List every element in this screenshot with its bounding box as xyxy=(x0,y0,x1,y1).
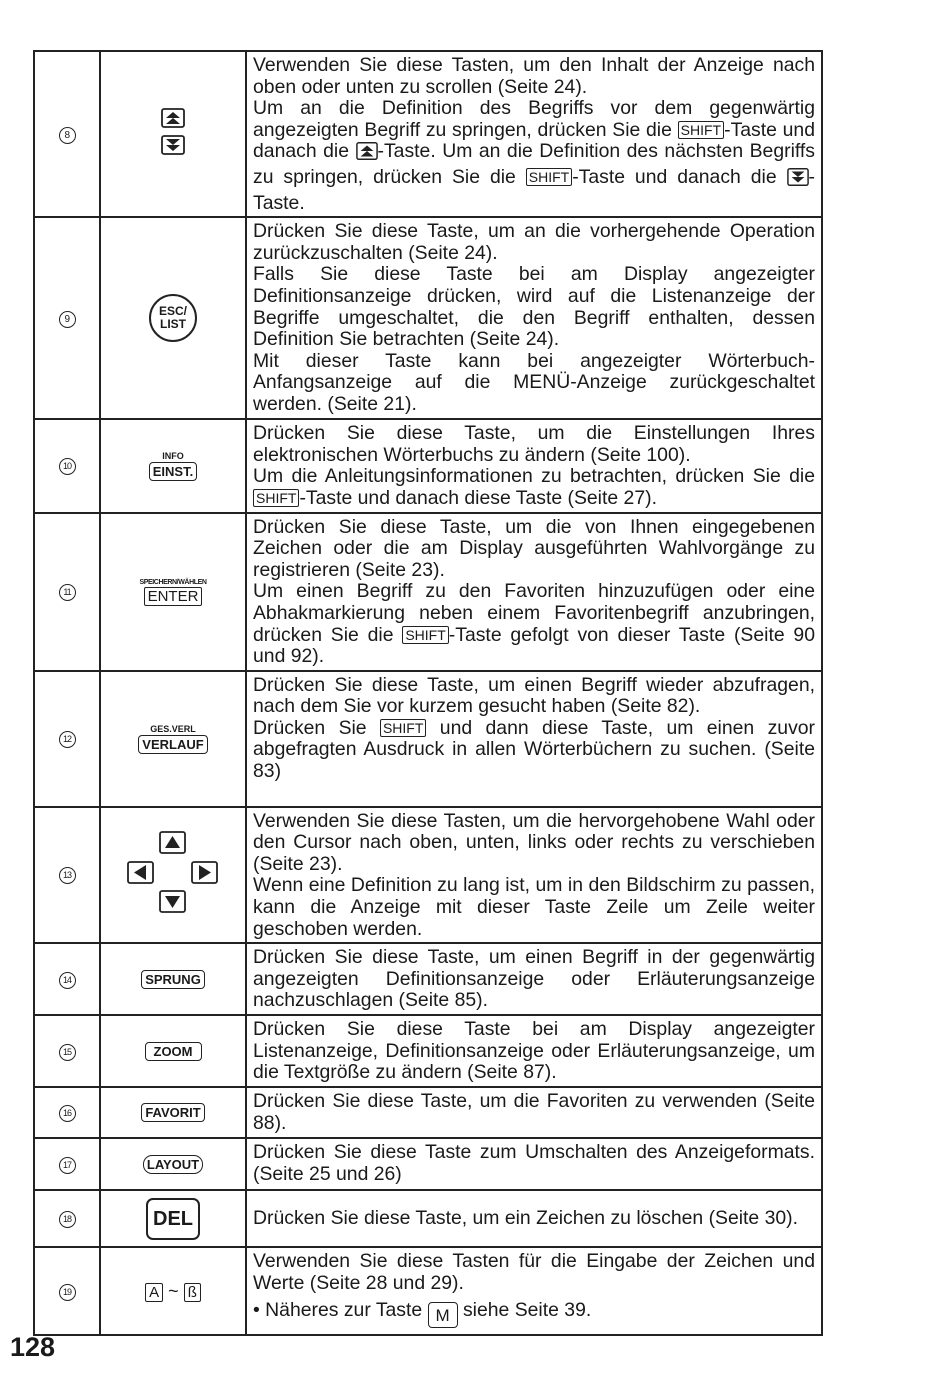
table-row xyxy=(34,51,822,217)
key-secondary-label: INFO xyxy=(162,450,184,461)
description-text: Drücken Sie diese Taste zum Umschalten des Anzeigeformats. (Seite 25 und 26) xyxy=(253,1141,815,1185)
row-number: 18 xyxy=(59,1211,76,1228)
description-text: Drücken Sie diese Taste, um die Favoriten zu verwenden (Seite 88). xyxy=(253,1090,815,1134)
shift-key-icon: SHIFT xyxy=(253,489,299,507)
row-number: 14 xyxy=(59,972,76,989)
arrow-down-icon xyxy=(159,890,186,913)
einst-key-icon: EINST. xyxy=(149,462,197,481)
letter-range: A ~ ß xyxy=(145,1281,201,1301)
key-description-table xyxy=(33,50,823,1336)
table-row xyxy=(34,807,822,944)
favorit-key-icon: FAVORIT xyxy=(141,1103,204,1122)
description-text: -Taste. xyxy=(253,165,816,214)
page-up-icon xyxy=(161,108,185,133)
cursor-keys xyxy=(127,831,219,913)
table-row xyxy=(34,671,822,807)
esc-list-key-icon: ESC/ LIST xyxy=(149,294,197,342)
row-number: 19 xyxy=(59,1284,76,1301)
page-number: 128 xyxy=(10,1332,56,1362)
description-text: Falls Sie diese Taste bei am Display angezeigter Definitionsanzeige drücken, wird auf die Listenanzeige der Begriffe umgeschaltet, die den Begriff enthalten, dessen Definition Sie betrachten (Seite 24). xyxy=(253,263,815,351)
table-row xyxy=(34,217,822,419)
page-up-icon xyxy=(356,141,378,167)
description-text: Drücken Sie diese Taste, um die von Ihnen eingegebenen Zeichen oder die am Display ausgeführten Wahlvorgänge zu registrieren (Seite 23). xyxy=(253,515,815,581)
table-row xyxy=(34,1087,822,1138)
shift-key-icon: SHIFT xyxy=(380,719,426,737)
description-text: Um die Anleitungsinformationen zu betrachten, drücken Sie die xyxy=(253,465,815,488)
key-secondary-label: GES.VERL xyxy=(150,723,196,734)
description-text: -Taste. Um an die Definition des nächsten Begriffs zu springen, drücken Sie die xyxy=(253,140,815,188)
table-row xyxy=(34,1247,822,1335)
description-text: Um an die Definition des Begriffs vor dem gegenwärtig angezeigten Begriff zu springen, drücken Sie die xyxy=(253,97,815,141)
description-text: Drücken Sie diese Taste, um einen Begriff in der gegenwärtig angezeigten Definitionsanzeige oder Erläuterungsanzeige nachzuschlagen (Seite 85). xyxy=(253,946,815,1012)
table-row xyxy=(34,1015,822,1087)
description-text: Drücken Sie diese Taste bei am Display angezeigter Listenanzeige, Definitionsanzeige oder Erläuterungsanzeige, um die Textgröße zu ändern (Seite 87). xyxy=(253,1018,815,1084)
shift-key-icon: SHIFT xyxy=(402,626,448,644)
arrow-right-icon xyxy=(191,861,218,884)
description-text: Verwenden Sie diese Tasten, um den Inhalt der Anzeige nach oben oder unten zu scrollen (Seite 24). xyxy=(253,54,815,98)
description-text: Drücken Sie diese Taste, um ein Zeichen zu löschen (Seite 30). xyxy=(253,1207,799,1230)
description-text: Drücken Sie diese Taste, um an die vorhergehende Operation zurückzuschalten (Seite 24). xyxy=(253,220,815,264)
page-down-icon xyxy=(787,167,809,193)
description-text: Drücken Sie diese Taste, um einen Begriff wieder abzufragen, nach dem Sie vor kurzem gesucht haben (Seite 82). xyxy=(253,673,815,718)
row-number: 13 xyxy=(59,867,76,884)
description-text: Mit dieser Taste kann bei angezeigter Wörterbuch-Anfangsanzeige auf die MENÜ-Anzeige zurückgeschaltet werden. (Seite 21). xyxy=(253,349,815,415)
description-text: Verwenden Sie diese Tasten, um die hervorgehobene Wahl oder den Cursor nach oben, unten, links oder rechts zu verschieben (Seite 23). xyxy=(253,809,815,875)
letter-key-icon: A xyxy=(145,1283,163,1302)
shift-key-icon: SHIFT xyxy=(526,168,572,186)
sprung-key-icon: SPRUNG xyxy=(141,970,205,989)
row-number: 15 xyxy=(59,1044,76,1061)
letter-key-icon: ß xyxy=(184,1283,201,1302)
zoom-key-icon: ZOOM xyxy=(145,1042,202,1061)
table-row xyxy=(34,513,822,671)
row-number: 17 xyxy=(59,1157,76,1174)
row-number: 12 xyxy=(59,731,76,748)
table-row xyxy=(34,1190,822,1247)
row-number: 8 xyxy=(59,127,76,144)
page-down-icon xyxy=(161,135,185,160)
description-text: siehe Seite 39. xyxy=(462,1299,592,1322)
arrow-up-icon xyxy=(159,831,186,854)
description-text: Drücken Sie diese Taste, um die Einstellungen Ihres elektronischen Wörterbuchs zu ändern (Seite 100). xyxy=(253,422,815,466)
arrow-left-icon xyxy=(127,861,154,884)
table-row xyxy=(34,1138,822,1190)
description-text: -Taste und danach die xyxy=(253,118,815,163)
shift-key-icon: SHIFT xyxy=(678,121,724,139)
description-text: -Taste gefolgt von dieser Taste (Seite 90 und 92). xyxy=(253,623,815,668)
enter-key-icon: ENTER xyxy=(144,587,203,606)
del-key-icon: DEL xyxy=(146,1198,200,1240)
description-text: Um einen Begriff zu den Favoriten hinzuzufügen oder eine Abhakmarkierung neben einem Favoritenbegriff anzubringen, drücken Sie die xyxy=(253,580,815,646)
description-text: • Näheres zur Taste xyxy=(253,1299,423,1322)
layout-key-icon: LAYOUT xyxy=(143,1155,203,1174)
row-number: 16 xyxy=(59,1105,76,1122)
row-number: 10 xyxy=(59,458,76,475)
description-text: Drücken Sie xyxy=(253,716,367,739)
key-secondary-label: SPEICHERN/WÄHLEN xyxy=(139,578,207,586)
verlauf-key-icon: VERLAUF xyxy=(138,735,207,754)
description-text: Verwenden Sie diese Tasten für die Eingabe der Zeichen und Werte (Seite 28 und 29). xyxy=(253,1250,815,1294)
table-row xyxy=(34,943,822,1015)
table-row xyxy=(34,419,822,512)
description-text: Wenn eine Definition zu lang ist, um in den Bildschirm zu passen, kann die Anzeige mit dieser Taste Zeile um Zeile weiter geschoben werden. xyxy=(253,874,815,940)
description-text: -Taste und danach diese Taste (Seite 27). xyxy=(299,486,657,509)
description-text: -Taste und danach die xyxy=(572,165,777,188)
row-number: 11 xyxy=(59,584,76,601)
description-text: und dann diese Taste, um einen zuvor abgefragten Ausdruck in allen Wörterbüchern zu suchen. (Seite 83) xyxy=(253,716,815,783)
row-number: 9 xyxy=(59,311,76,328)
m-key-icon: M xyxy=(428,1302,458,1328)
